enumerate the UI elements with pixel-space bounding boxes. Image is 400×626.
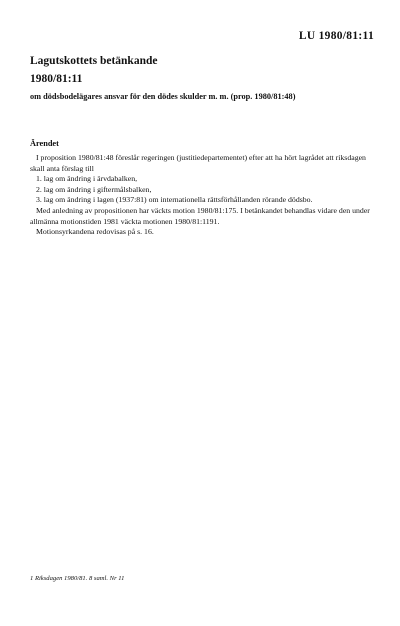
footnote: 1 Riksdagen 1980/81. 8 saml. Nr 11 bbox=[30, 575, 125, 582]
paragraph-motion: Med anledning av propositionen har väckts motion 1980/81:175. I betänkandet behandlas vidare den under allmänna motionstiden 1981 väckta motionen 1980/81:1191. bbox=[30, 205, 370, 226]
list-item-1: 1. lag om ändring i ärvdabalken, bbox=[36, 174, 138, 184]
paragraph-intro: I proposition 1980/81:48 föreslår regeringen (justitiedepartementet) efter att ha hört lagrådet att riksdagen skall anta förslag till bbox=[30, 153, 366, 173]
paragraph-summary: Motionsyrkandena redovisas på s. 16. bbox=[36, 227, 154, 237]
report-subject: om dödsbodelägares ansvar för den dödes skulder m. m. (prop. 1980/81:48) bbox=[30, 92, 296, 101]
list-item-2: 2. lag om ändring i giftermålsbalken, bbox=[36, 184, 152, 194]
section-body bbox=[30, 153, 375, 238]
section-heading: Ärendet bbox=[30, 139, 59, 148]
document-id: LU 1980/81:11 bbox=[298, 30, 374, 42]
list-item-3: 3. lag om ändring i lagen (1937:81) om internationella rättsförhållanden rörande dödsbo. bbox=[36, 195, 313, 205]
committee-title: Lagutskottets betänkande bbox=[30, 55, 158, 67]
report-number: 1980/81:11 bbox=[30, 73, 83, 85]
